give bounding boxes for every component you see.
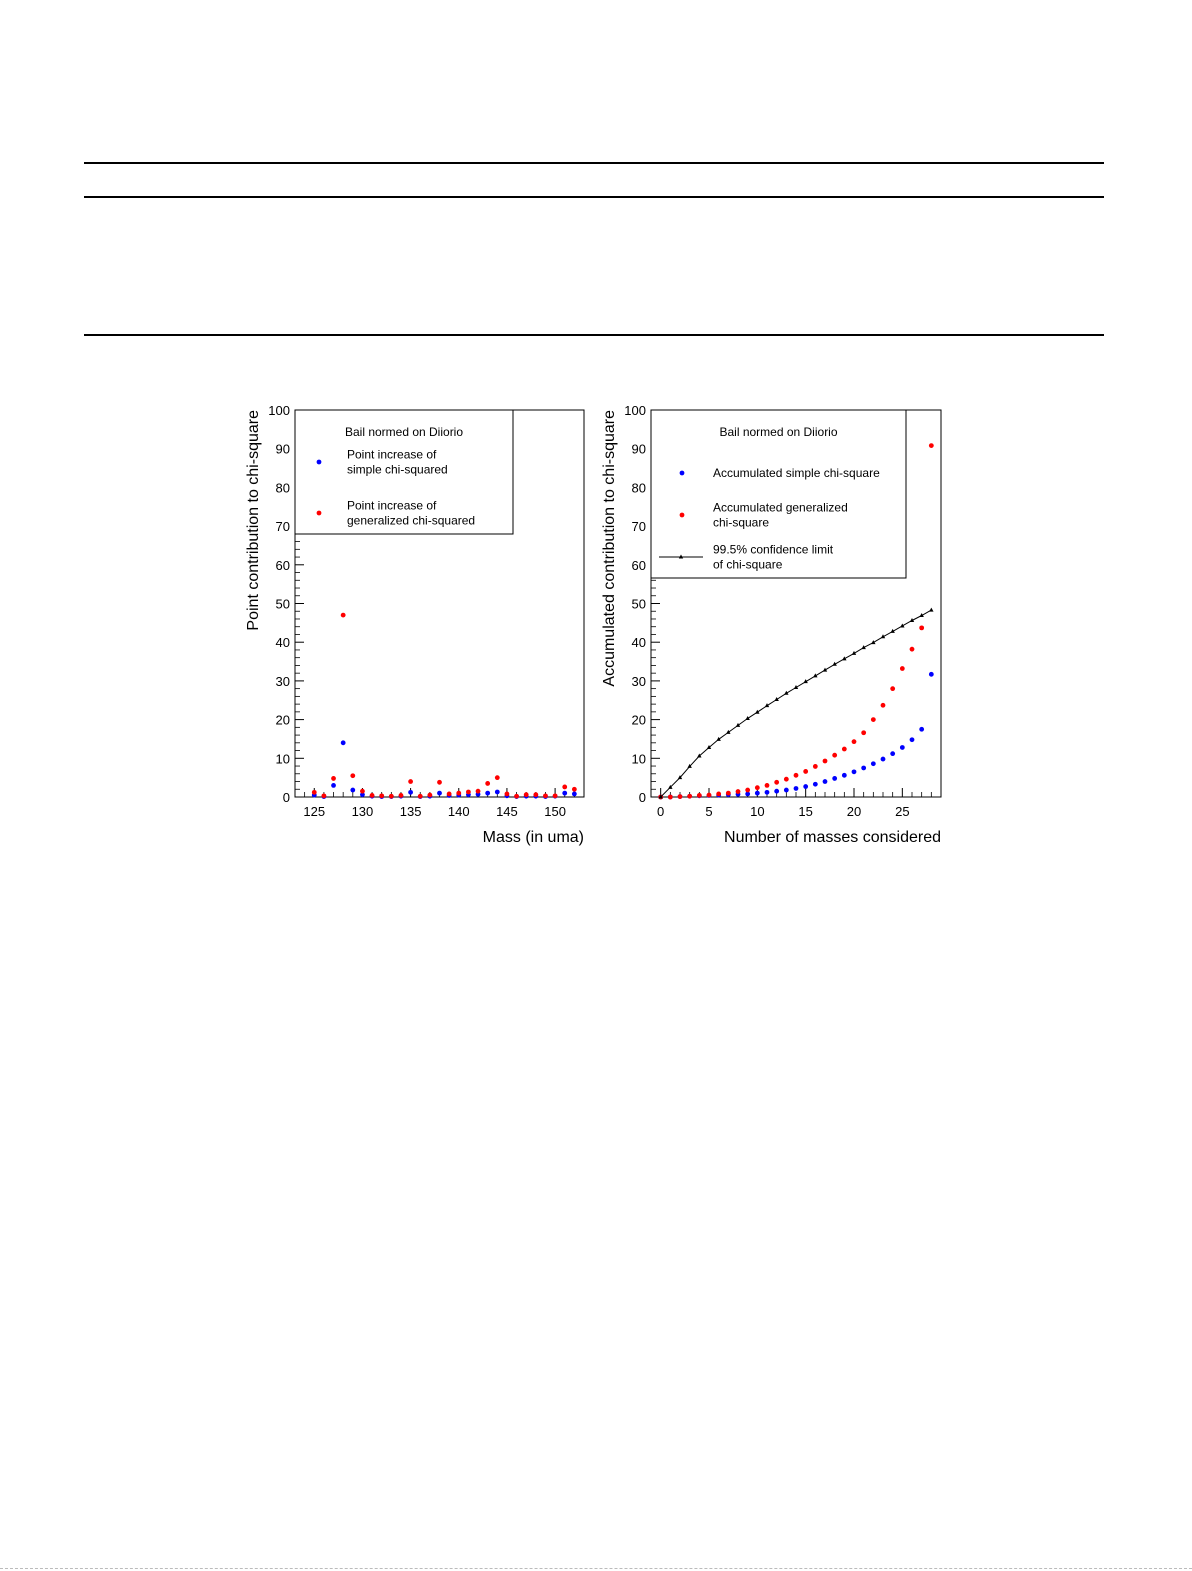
red-data-point [341, 613, 346, 618]
red-data-point [399, 793, 404, 798]
legend-entry-label: generalized chi-squared [347, 513, 476, 528]
legend-entry-label: of chi-square [713, 557, 783, 572]
blue-data-point [784, 788, 789, 793]
red-data-point [842, 747, 847, 752]
red-data-point [678, 794, 683, 799]
y-tick-label: 80 [275, 480, 290, 496]
y-tick-label: 30 [631, 673, 646, 689]
red-data-point [466, 790, 471, 795]
blue-data-point [485, 791, 490, 796]
y-tick-label: 100 [624, 403, 646, 418]
y-tick-label: 60 [631, 557, 646, 573]
blue-data-point [890, 751, 895, 756]
red-data-point [832, 753, 837, 758]
page-bottom-edge [0, 1568, 1192, 1569]
x-tick-label: 150 [544, 804, 566, 819]
red-data-point [389, 794, 394, 799]
x-tick-label: 20 [846, 804, 862, 819]
legend-dot-swatch [317, 511, 322, 516]
red-data-point [514, 794, 519, 799]
blue-data-point [803, 784, 808, 789]
legend-dot-swatch [317, 460, 322, 465]
y-tick-label: 100 [268, 403, 290, 418]
blue-data-point [350, 788, 355, 793]
y-tick-label: 10 [275, 751, 290, 767]
blue-data-point [408, 790, 413, 795]
x-tick-label: 5 [705, 804, 713, 819]
red-data-point [716, 792, 721, 797]
blue-data-point [495, 790, 500, 795]
red-data-point [322, 793, 327, 798]
red-data-point [910, 647, 915, 652]
legend-dot-swatch [680, 471, 685, 476]
confidence-limit-marker [929, 608, 933, 612]
y-tick-label: 20 [631, 712, 646, 728]
red-data-point [495, 775, 500, 780]
red-data-point [726, 791, 731, 796]
red-data-point [803, 769, 808, 774]
red-data-point [687, 794, 692, 799]
red-data-point [437, 780, 442, 785]
blue-data-point [900, 745, 905, 750]
x-tick-label: 145 [496, 804, 518, 819]
red-data-point [881, 703, 886, 708]
red-data-point [476, 789, 481, 794]
red-data-point [823, 759, 828, 764]
red-data-point [370, 793, 375, 798]
legend-entry-label: chi-square [713, 515, 770, 530]
confidence-limit-line [661, 610, 932, 797]
y-tick-label: 60 [275, 557, 290, 573]
red-data-point [427, 793, 432, 798]
red-data-point [456, 791, 461, 796]
y-tick-label: 50 [275, 596, 290, 612]
chart-point-contribution [245, 403, 584, 846]
red-data-point [813, 764, 818, 769]
red-data-point [562, 785, 567, 790]
blue-data-point [331, 783, 336, 788]
x-tick-label: 125 [303, 804, 326, 819]
red-data-point [794, 773, 799, 778]
x-tick-label: 10 [750, 804, 765, 819]
x-tick-label: 140 [447, 804, 470, 819]
blue-data-point [341, 740, 346, 745]
blue-data-point [562, 791, 567, 796]
blue-data-point [774, 789, 779, 794]
legend-entry-label: Point increase of [347, 447, 437, 462]
y-tick-label: 80 [631, 480, 646, 496]
blue-data-point [881, 757, 886, 762]
legend-title: Bail normed on Diiorio [344, 425, 464, 439]
blue-data-point [929, 672, 934, 677]
y-tick-label: 30 [275, 673, 290, 689]
blue-data-point [832, 776, 837, 781]
y-axis-label: Accumulated contribution to chi-square [601, 410, 618, 687]
blue-data-point [765, 790, 770, 795]
x-tick-label: 0 [657, 804, 665, 819]
red-data-point [900, 666, 905, 671]
red-data-point [350, 773, 355, 778]
y-tick-label: 50 [631, 596, 646, 612]
legend-dot-swatch [680, 513, 685, 518]
blue-data-point [755, 791, 760, 796]
red-data-point [852, 739, 857, 744]
red-data-point [765, 783, 770, 788]
y-tick-label: 10 [631, 751, 646, 767]
legend-entry-label: 99.5% confidence limit [713, 542, 834, 557]
legend-entry-label: Accumulated generalized [713, 500, 848, 515]
red-data-point [707, 793, 712, 798]
y-tick-label: 20 [275, 712, 290, 728]
x-tick-label: 130 [351, 804, 374, 819]
red-data-point [861, 730, 866, 735]
legend-title: Bail normed on Diiorio [719, 425, 838, 439]
y-tick-label: 90 [275, 441, 290, 457]
legend-entry-label: simple chi-squared [347, 462, 448, 477]
x-tick-label: 25 [895, 804, 910, 819]
red-data-point [736, 789, 741, 794]
blue-data-point [861, 766, 866, 771]
confidence-limit-marker [716, 737, 720, 741]
red-data-point [668, 795, 673, 800]
red-data-point [533, 792, 538, 797]
blue-data-point [794, 786, 799, 791]
y-tick-label: 90 [631, 441, 646, 457]
blue-data-point [823, 779, 828, 784]
red-data-point [572, 787, 577, 792]
blue-data-point [842, 773, 847, 778]
legend-entry-label: Point increase of [347, 498, 437, 513]
blue-data-point [437, 791, 442, 796]
y-tick-label: 40 [631, 635, 646, 651]
red-data-point [929, 443, 934, 448]
red-data-point [553, 793, 558, 798]
red-data-point [774, 780, 779, 785]
red-data-point [543, 793, 548, 798]
x-axis-label: Mass (in uma) [482, 829, 584, 846]
blue-data-point [910, 737, 915, 742]
y-tick-label: 0 [282, 790, 290, 805]
red-data-point [379, 793, 384, 798]
red-data-point [485, 781, 490, 786]
red-data-point [331, 776, 336, 781]
red-data-point [447, 792, 452, 797]
red-data-point [697, 793, 702, 798]
blue-data-point [852, 769, 857, 774]
x-tick-label: 135 [399, 804, 422, 819]
red-data-point [784, 777, 789, 782]
red-data-point [524, 792, 529, 797]
blue-data-point [572, 792, 577, 797]
red-data-point [360, 789, 365, 794]
y-tick-label: 70 [275, 519, 290, 535]
blue-data-point [813, 782, 818, 787]
y-tick-label: 0 [638, 790, 646, 805]
legend-entry-label: Accumulated simple chi-square [713, 466, 880, 480]
red-data-point [408, 779, 413, 784]
red-data-point [312, 790, 317, 795]
x-tick-label: 15 [798, 804, 813, 819]
blue-data-point [871, 761, 876, 766]
red-data-point [418, 794, 423, 799]
red-data-point [890, 686, 895, 691]
y-axis-label: Point contribution to chi-square [245, 410, 262, 631]
red-data-point [505, 792, 510, 797]
red-data-point [871, 717, 876, 722]
x-axis-label: Number of masses considered [724, 829, 941, 846]
chart-accumulated-contribution [601, 403, 941, 846]
red-data-point [755, 785, 760, 790]
red-data-point [919, 625, 924, 630]
blue-data-point [919, 727, 924, 732]
y-tick-label: 40 [275, 635, 290, 651]
y-tick-label: 70 [631, 519, 646, 535]
red-data-point [745, 788, 750, 793]
